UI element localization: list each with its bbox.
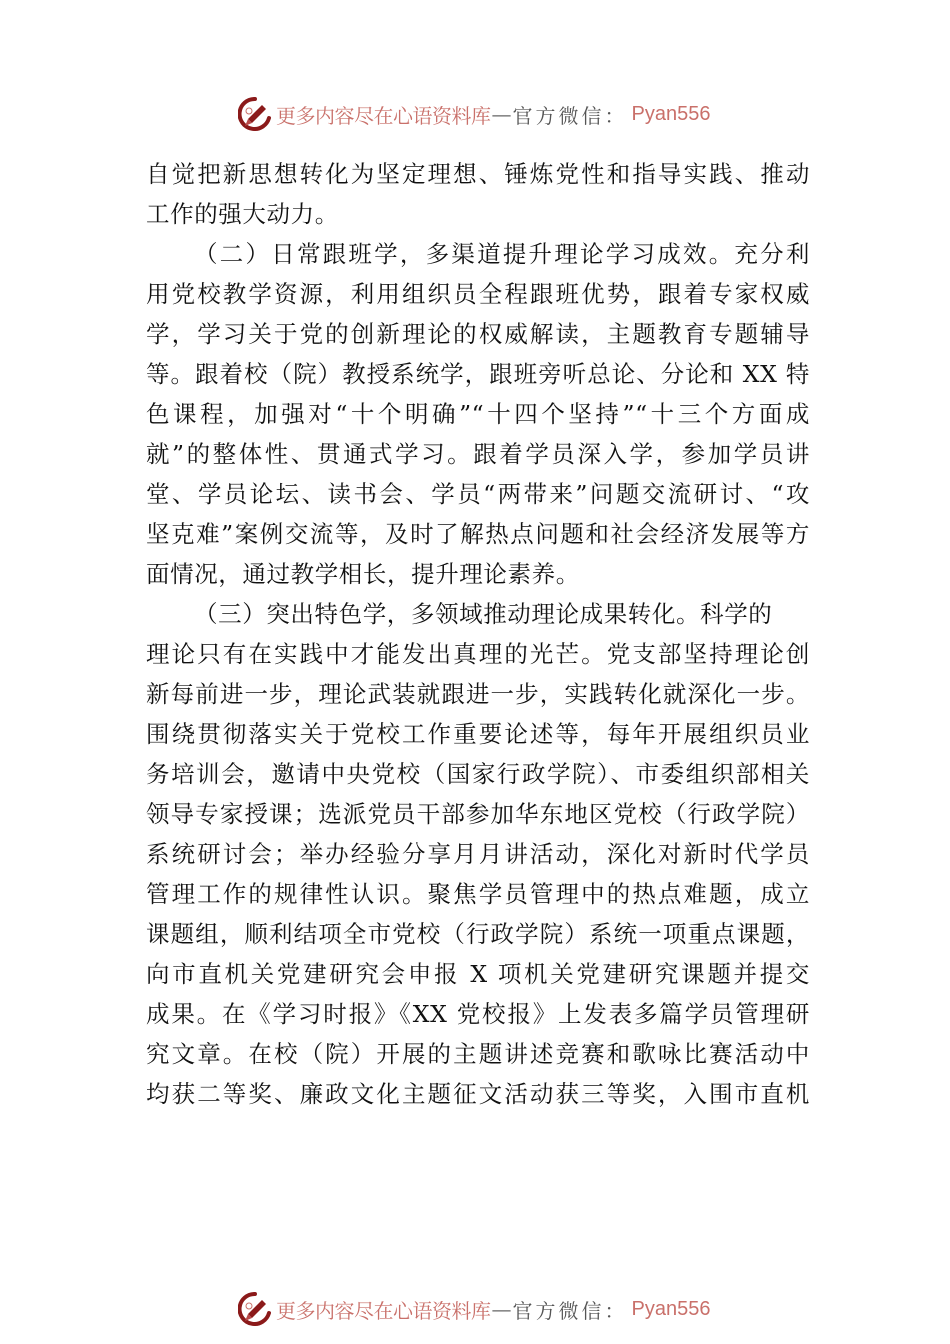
text-line: 均获二等奖、廉政文化主题征文活动获三等奖，入围市直机 [146, 1080, 810, 1108]
document-body [146, 154, 810, 1114]
text-line: 面情况，通过教学相长，提升理论素养。 [146, 560, 580, 588]
text-line: 系统研讨会；举办经验分享月月讲活动，深化对新时代学员 [146, 840, 810, 868]
text-line: 究文章。在校（院）开展的主题讲述竞赛和歌咏比赛活动中 [146, 1040, 810, 1068]
text-line: 成果。在《学习时报》《XX 党校报》上发表多篇学员管理研 [146, 1000, 810, 1028]
banner-promo-text: 更多内容尽在心语资料库 [276, 103, 491, 128]
banner-wechat-id: Pyan556 [631, 1297, 711, 1320]
banner-dash: — [491, 1297, 512, 1321]
footer-banner [238, 1289, 710, 1329]
text-line: 围绕贯彻落实关于党校工作重要论述等，每年开展组织员业 [146, 720, 810, 748]
section-heading-line: （二）日常跟班学，多渠道提升理论学习成效。充分利 [194, 240, 810, 268]
section-heading-line: （三）突出特色学，多领域推动理论成果转化。科学的 [194, 600, 773, 628]
banner-dash: — [491, 102, 512, 126]
text-line: 课题组，顺利结项全市党校（行政学院）系统一项重点课题， [146, 920, 810, 948]
text-line: 领导专家授课；选派党员干部参加华东地区党校（行政学院） [146, 800, 810, 828]
text-line: 自觉把新思想转化为坚定理想、锤炼党性和指导实践、推动 [146, 160, 810, 188]
text-line: 向市直机关党建研究会申报 X 项机关党建研究课题并提交 [146, 960, 810, 988]
banner-wechat-id: Pyan556 [631, 102, 711, 125]
text-line: 理论只有在实践中才能发出真理的光芒。党支部坚持理论创 [146, 640, 810, 668]
text-line: 工作的强大动力。 [146, 200, 339, 228]
pen-nib-logo-icon [238, 97, 272, 131]
banner-wechat-label: 官方微信： [512, 103, 628, 128]
text-line: 色课程，加强对“十个明确”“十四个坚持”“十三个方面成 [146, 400, 810, 428]
text-line: 等。跟着校（院）教授系统学，跟班旁听总论、分论和 XX 特 [146, 360, 810, 388]
pen-nib-logo-icon [238, 1292, 272, 1326]
text-line: 堂、学员论坛、读书会、学员“两带来”问题交流研讨、“攻 [146, 480, 810, 508]
banner-promo-text: 更多内容尽在心语资料库 [276, 1298, 491, 1323]
header-banner [238, 94, 710, 134]
text-line: 就”的整体性、贯通式学习。跟着学员深入学，参加学员讲 [146, 440, 810, 468]
banner-wechat-label: 官方微信： [512, 1298, 628, 1323]
text-line: 学，学习关于党的创新理论的权威解读，主题教育专题辅导 [146, 320, 810, 348]
text-line: 用党校教学资源，利用组织员全程跟班优势，跟着专家权威 [146, 280, 810, 308]
text-line: 新每前进一步，理论武装就跟进一步，实践转化就深化一步。 [146, 680, 810, 708]
text-line: 管理工作的规律性认识。聚焦学员管理中的热点难题，成立 [146, 880, 810, 908]
text-line: 务培训会，邀请中央党校（国家行政学院）、市委组织部相关 [146, 760, 810, 788]
text-line: 坚克难”案例交流等，及时了解热点问题和社会经济发展等方 [146, 520, 810, 548]
